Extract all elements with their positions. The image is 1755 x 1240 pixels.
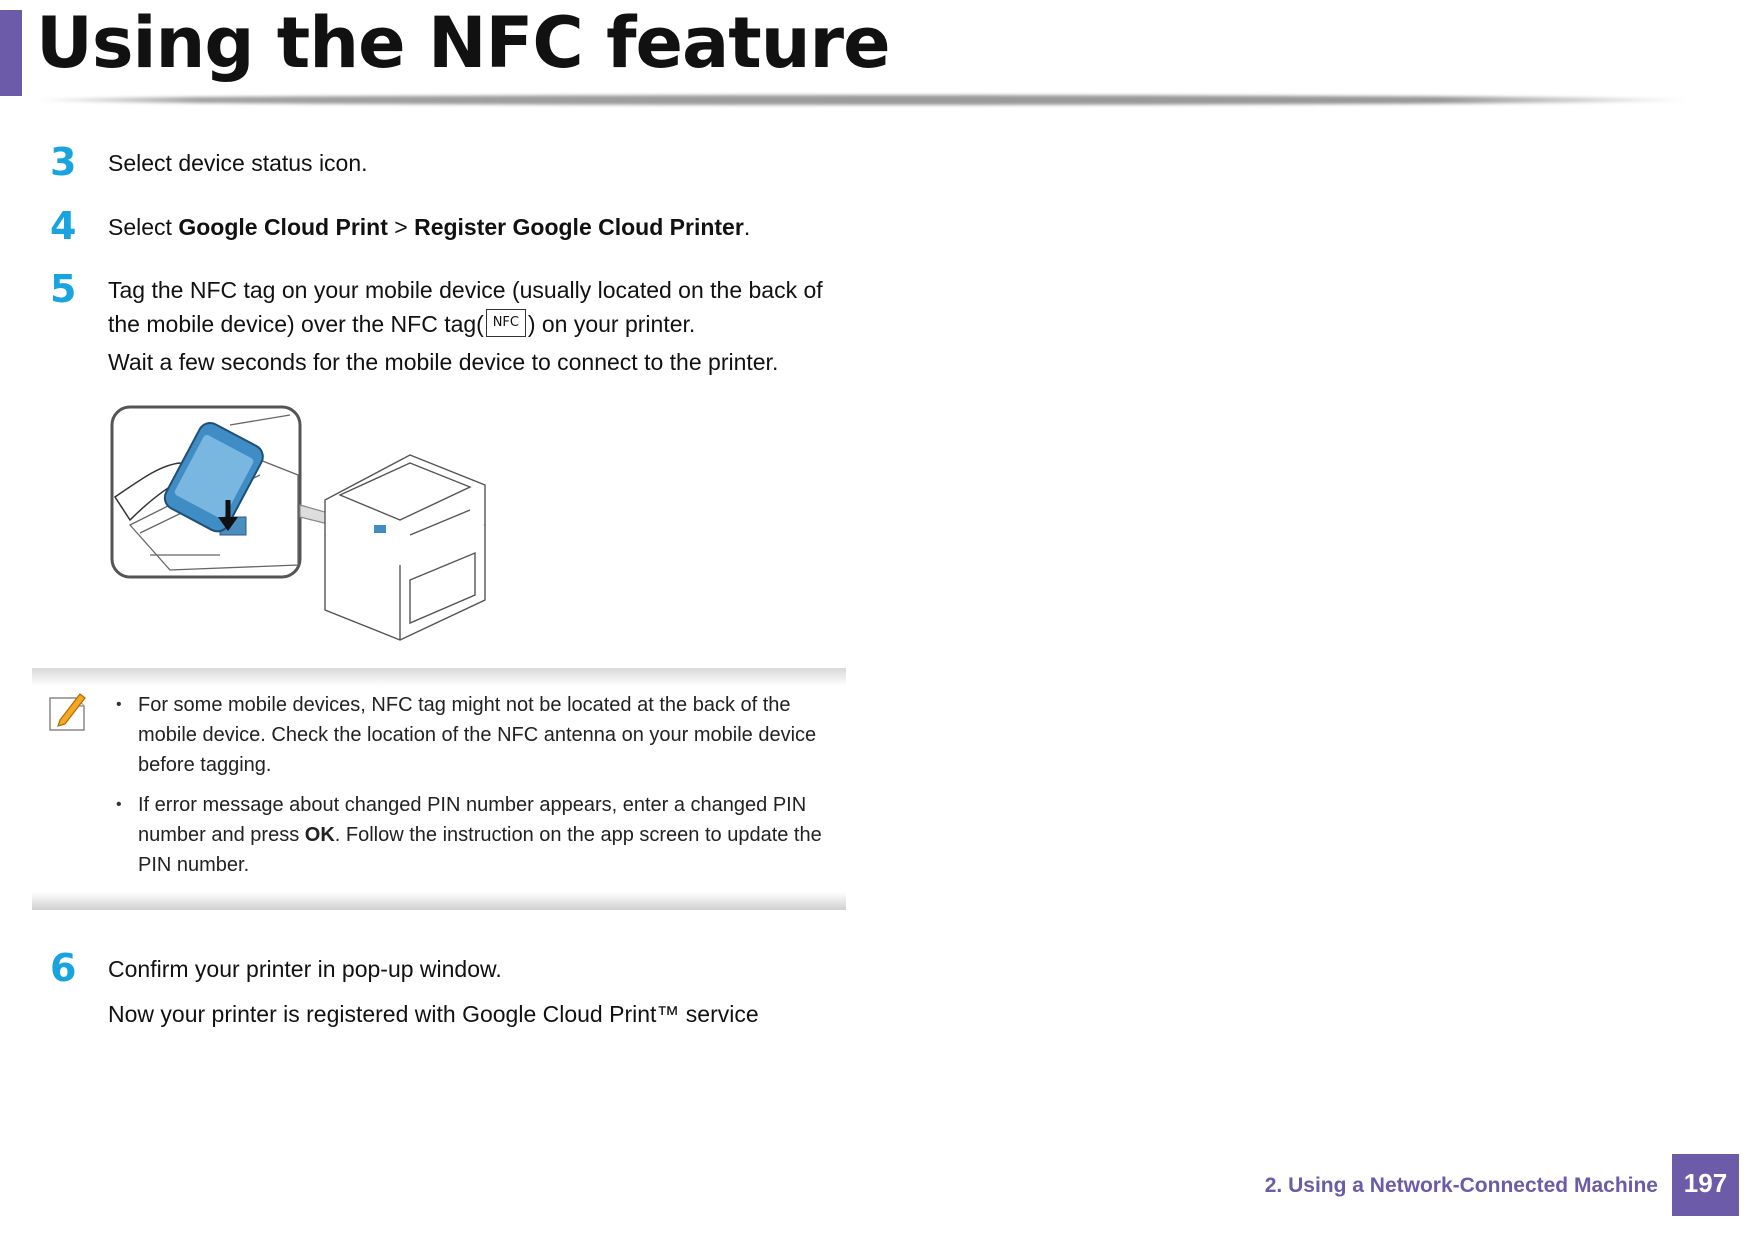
page-title: Using the NFC feature <box>36 2 890 84</box>
note-box <box>32 668 846 910</box>
printer-nfc-spot <box>374 525 386 533</box>
menu-separator: > <box>387 214 415 240</box>
step-text <box>108 273 868 341</box>
note-item-text: . Follow the instruction on the app screen to update the PIN number. <box>138 824 822 876</box>
menu-google-cloud-print: Google Cloud Print <box>178 214 388 240</box>
step-number: 3 <box>50 140 77 184</box>
step-6-detail: Now your printer is registered with Google Cloud Print™ service <box>108 1001 759 1027</box>
step-number: 4 <box>50 204 77 248</box>
step-text-suffix: . <box>743 214 751 240</box>
step-line: Tag the NFC tag on your mobile device (usually located on the back of <box>108 277 823 303</box>
title-accent-bar <box>0 10 22 96</box>
title-divider <box>32 95 1692 105</box>
step-5-detail: Wait a few seconds for the mobile device to connect to the printer. <box>108 349 779 375</box>
step-line <box>108 307 868 341</box>
step-text: Select device status icon. <box>108 150 368 176</box>
ok-label: OK <box>304 824 335 846</box>
note-item-text: If error message about changed PIN number appears, enter a changed PIN number and press <box>138 794 807 846</box>
step-line-part: the mobile device) over the NFC tag( <box>108 311 484 337</box>
note-pencil-icon <box>46 690 90 734</box>
note-item: • For some mobile devices, NFC tag might not be located at the back of the mobile device. Check the location of the NFC antenna on your mobile device before tagging. <box>122 690 852 780</box>
note-top-shade <box>32 668 846 686</box>
step-line-part: ) on your printer. <box>527 311 696 337</box>
step-text <box>108 210 868 244</box>
note-bottom-shade <box>32 892 846 910</box>
step-number: 5 <box>50 267 77 311</box>
step-text-prefix: Select <box>108 214 179 240</box>
printer-icon <box>325 455 485 640</box>
nfc-tagging-illustration <box>110 405 500 645</box>
page-number: 197 <box>1672 1154 1739 1216</box>
note-item <box>122 790 852 880</box>
step-number: 6 <box>50 946 77 990</box>
note-list <box>122 690 852 890</box>
footer-section-title: 2. Using a Network-Connected Machine <box>1264 1174 1658 1197</box>
nfc-tag-icon: NFC <box>486 309 526 337</box>
menu-register-google-cloud-printer: Register Google Cloud Printer <box>414 214 744 240</box>
step-text: Confirm your printer in pop-up window. <box>108 956 502 982</box>
